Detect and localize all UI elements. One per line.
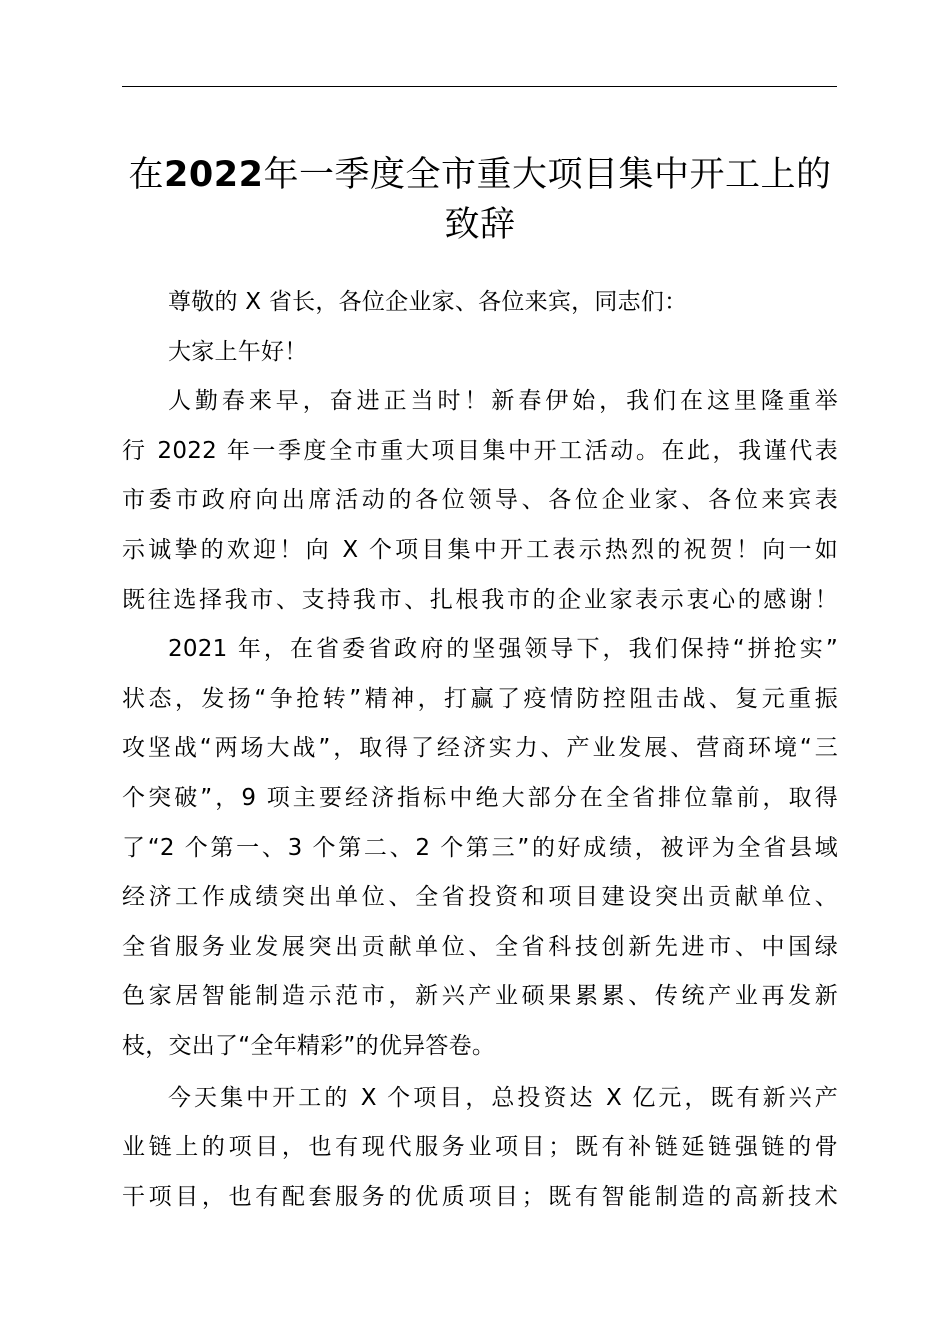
paragraph-line: 业链上的项目，也有现代服务业项目；既有补链延链强链的骨 <box>122 1134 838 1161</box>
paragraph-line: 干项目，也有配套服务的优质项目；既有智能制造的高新技术 <box>122 1183 838 1210</box>
paragraph-line: 人勤春来早，奋进正当时！新春伊始，我们在这里隆重举 <box>168 388 838 415</box>
title-prefix: 在 <box>128 155 165 195</box>
header-rule <box>122 86 837 87</box>
document-title <box>110 150 850 250</box>
paragraph-line: 2021 年，在省委省政府的坚强领导下，我们保持“拼抢实” <box>168 636 838 663</box>
paragraph-line: 经济工作成绩突出单位、全省投资和项目建设突出贡献单位、 <box>122 884 838 911</box>
paragraph-line: 状态，发扬“争抢转”精神，打赢了疫情防控阻击战、复元重振 <box>122 685 838 712</box>
paragraph-line: 行 2022 年一季度全市重大项目集中开工活动。在此，我谨代表 <box>122 437 838 464</box>
document-body <box>122 278 838 1222</box>
title-year: 2022 <box>164 155 264 195</box>
title-line-1 <box>110 150 850 200</box>
title-line-1-rest: 年一季度全市重大项目集中开工上的 <box>263 155 832 195</box>
paragraph-line: 既往选择我市、支持我市、扎根我市的企业家表示衷心的感谢！ <box>122 586 838 613</box>
paragraph-line: 今天集中开工的 X 个项目，总投资达 X 亿元，既有新兴产 <box>168 1084 838 1111</box>
paragraph-1 <box>122 377 838 625</box>
paragraph-3 <box>122 1074 838 1223</box>
paragraph-line: 攻坚战“两场大战”，取得了经济实力、产业发展、营商环境“三 <box>122 735 838 762</box>
paragraph-2 <box>122 625 838 1071</box>
salutation: 尊敬的 X 省长，各位企业家、各位来宾，同志们： <box>168 289 688 315</box>
greeting: 大家上午好！ <box>168 338 308 365</box>
paragraph-line: 示诚挚的欢迎！向 X 个项目集中开工表示热烈的祝贺！向一如 <box>122 536 838 563</box>
paragraph-line: 个突破”，9 项主要经济指标中绝大部分在全省排位靠前，取得 <box>122 784 838 811</box>
paragraph-line: 了“2 个第一、3 个第二、2 个第三”的好成绩，被评为全省县域 <box>122 834 838 861</box>
title-line-2: 致辞 <box>444 205 516 245</box>
paragraph-line: 全省服务业发展突出贡献单位、全省科技创新先进市、中国绿 <box>122 933 838 960</box>
paragraph-line: 枝，交出了“全年精彩”的优异答卷。 <box>122 1032 496 1059</box>
paragraph-line: 市委市政府向出席活动的各位领导、各位企业家、各位来宾表 <box>122 487 838 514</box>
paragraph-line: 色家居智能制造示范市，新兴产业硕果累累、传统产业再发新 <box>122 983 838 1010</box>
